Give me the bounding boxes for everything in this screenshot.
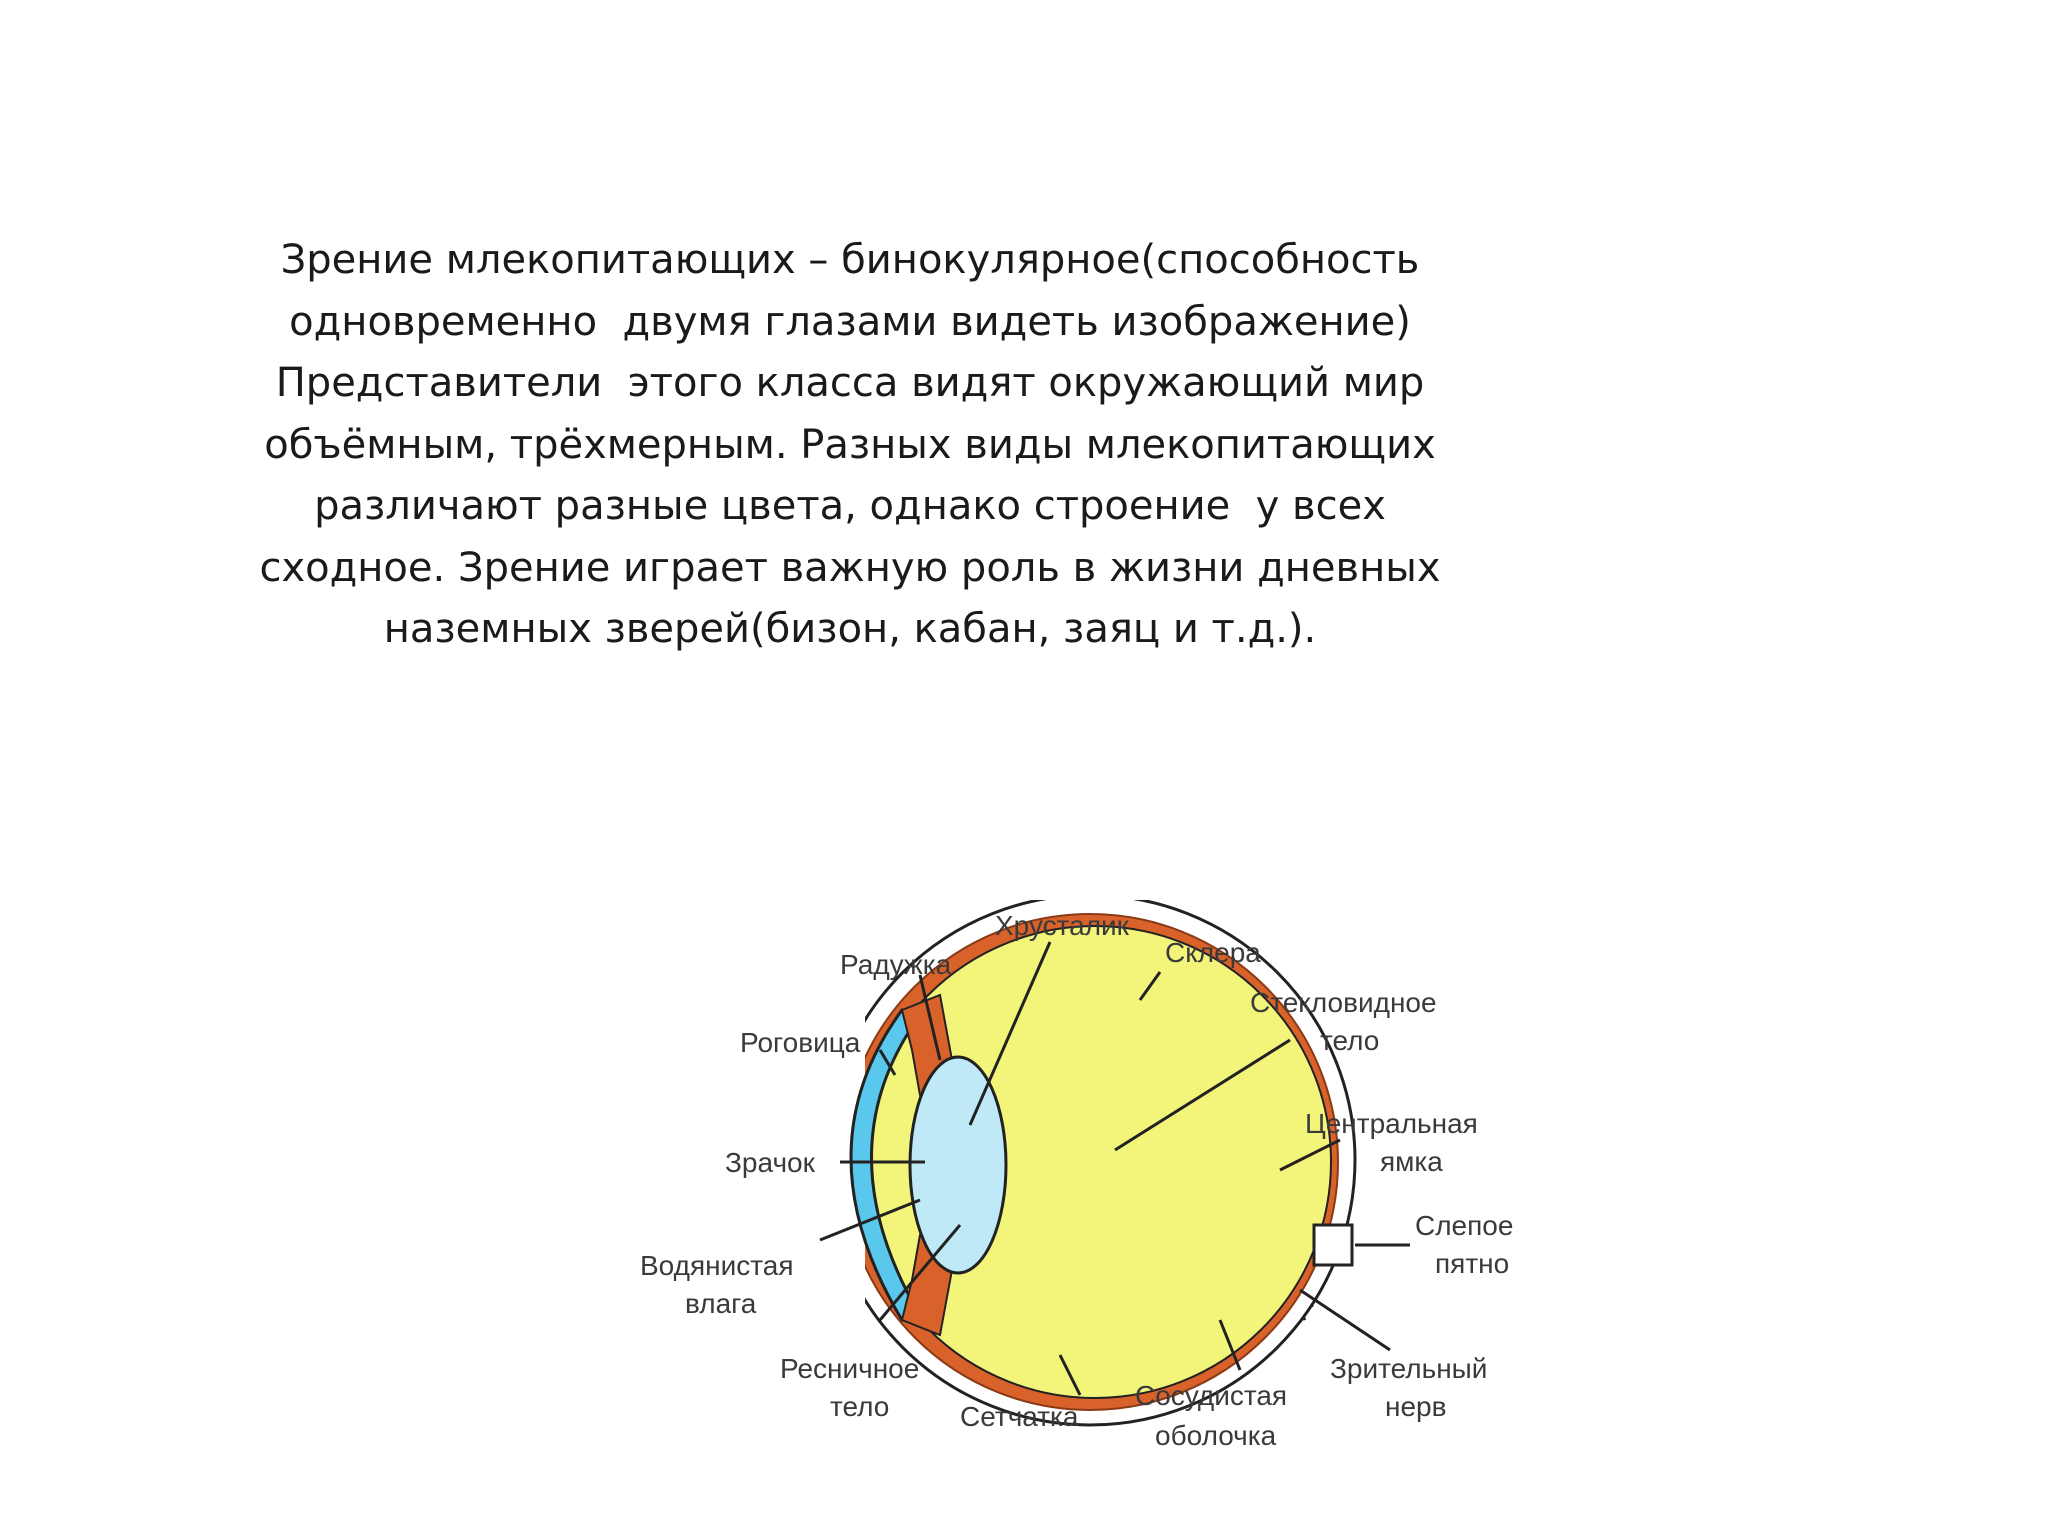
paragraph-line: различают разные цвета, однако строение у всех [314,483,1386,529]
paragraph-line: сходное. Зрение играет важную роль в жизни дневных [259,544,1441,591]
description-paragraph [200,230,1500,661]
label-lens: Хрусталик [995,910,1129,941]
label-aqueous-2: влага [685,1288,757,1319]
paragraph-line: одновременно двумя глазами видеть изображение) [289,298,1411,345]
label-blind-spot-1: Слепое [1415,1210,1514,1241]
label-fovea-1: Центральная [1305,1108,1478,1139]
lens [910,1057,1006,1273]
label-choroid-2: оболочка [1155,1420,1277,1451]
eye-structure-diagram [640,900,1540,1480]
paragraph-line: Представители этого класса видят окружающий мир [275,360,1425,406]
label-cornea: Роговица [740,1027,861,1058]
label-vitreous-2: тело [1320,1025,1380,1056]
label-iris: Радужка [840,949,952,980]
label-fovea-2: ямка [1380,1146,1443,1177]
label-ciliary-2: тело [830,1391,890,1422]
label-choroid-1: Сосудистая [1135,1380,1288,1411]
label-pupil: Зрачок [725,1147,815,1178]
blind-spot-box [1314,1225,1352,1265]
label-aqueous-1: Водянистая [640,1250,794,1281]
label-blind-spot-2: пятно [1435,1248,1510,1279]
label-nerve-2: нерв [1385,1391,1447,1422]
paragraph-line: Зрение млекопитающих – бинокулярное(способность [280,237,1420,283]
paragraph-line: объёмным, трёхмерным. Разных виды млекопитающих [264,421,1436,468]
label-nerve-1: Зрительный [1330,1353,1488,1384]
label-ciliary-1: Ресничное [780,1353,920,1384]
paragraph-line: наземных зверей(бизон, кабан, заяц и т.д.). [383,606,1317,652]
label-retina: Сетчатка [960,1401,1079,1432]
label-vitreous-1: Стекловидное [1250,987,1437,1018]
label-sclera: Склера [1165,937,1261,968]
